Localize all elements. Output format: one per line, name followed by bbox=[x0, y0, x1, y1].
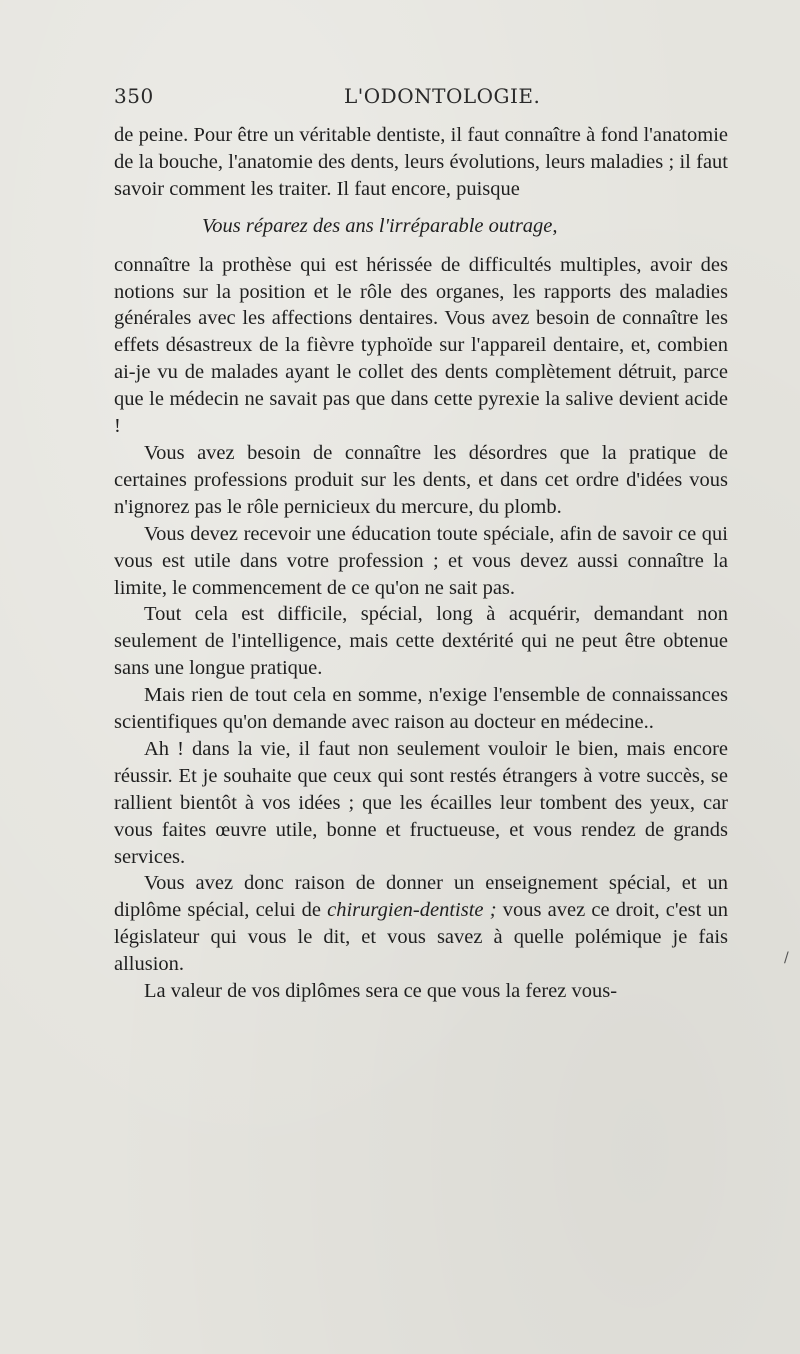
paragraph-1: de peine. Pour être un véritable dentiste, il faut connaître à fond l'anatomie de la bouche, l'anatomie des dents, leurs évolutions, leurs maladies ; il faut savoir comment les traiter. Il faut encore, puisque bbox=[114, 124, 728, 200]
verse-quote: Vous réparez des ans l'irréparable outrage, bbox=[202, 214, 558, 237]
page-number: 350 bbox=[114, 84, 154, 108]
paragraph-5: Tout cela est difficile, spécial, long à acquérir, demandant non seulement de l'intelligence, mais cette dextérité qui ne peut être obtenue sans une longue pratique. bbox=[114, 603, 728, 680]
paragraph-2: connaître la prothèse qui est hérissée de difficultés multiples, avoir des notions sur la position et le rôle des organes, les rapports des maladies générales avec les affections dentaires. Vous avez besoin de connaître les effets désastreux de la fièvre typhoïde sur l'appareil dentaire, et, combien ai-je vu de malades ayant le collet des dents complètement détruit, parce que le médecin ne savait pas que dans cette pyrexie la salive devient acide ! bbox=[114, 253, 728, 438]
paragraph-8-end: vous avez ce droit, c'est un législateur qui vous le dit, et vous savez à quelle polémique je fais allusion. bbox=[114, 899, 728, 976]
paragraph-6: Mais rien de tout cela en somme, n'exige l'ensemble de connaissances scientifiques qu'on demande avec raison au docteur en médecine.. bbox=[114, 684, 728, 734]
paragraph-4: Vous devez recevoir une éducation toute spéciale, afin de savoir ce qui vous est utile dans votre profession ; et vous devez aussi connaître la limite, le commencement de ce qu'on ne sait pas. bbox=[114, 522, 728, 599]
paragraph-3: Vous avez besoin de connaître les désordres que la pratique de certaines professions produit sur les dents, et dans cet ordre d'idées vous n'ignorez pas le rôle pernicieux du mercure, du plomb. bbox=[114, 441, 728, 518]
paragraph-8-start: Vous avez donc raison de donner un enseignement spécial, et un diplôme spécial, celui de bbox=[114, 872, 728, 922]
paragraph-9: La valeur de vos diplômes sera ce que vous la ferez vous- bbox=[144, 980, 618, 1003]
paragraph-7: Ah ! dans la vie, il faut non seulement vouloir le bien, mais encore réussir. Et je souhaite que ceux qui sont restés étrangers à votre succès, se rallient bientôt à vos idées ; que les écailles leur tombent des yeux, car vous faites œuvre utile, bonne et fructueuse, et vous rendez de grands services. bbox=[114, 737, 728, 868]
running-title: L'ODONTOLOGIE. bbox=[344, 84, 541, 108]
paragraph-8-italic: chirurgien-dentiste ; bbox=[327, 899, 497, 922]
margin-mark: / bbox=[784, 950, 789, 966]
paragraph-8 bbox=[114, 870, 728, 978]
body-text bbox=[114, 122, 728, 1005]
page-header bbox=[114, 84, 736, 114]
